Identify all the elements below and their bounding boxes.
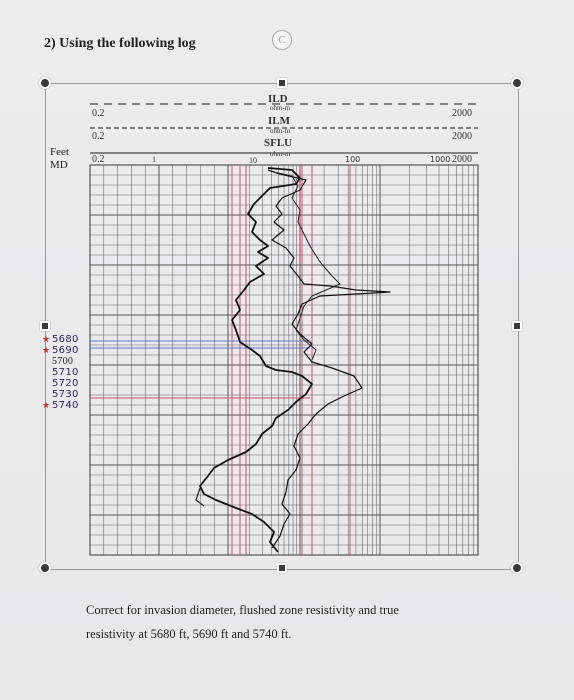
ild-left-scale: 0.2	[92, 108, 105, 119]
ilm-curve-name: ILM	[268, 115, 290, 127]
sflu-unit: ohm-m	[270, 150, 291, 158]
depth-label-5730: 5730	[52, 389, 79, 400]
depth-label-5710: 5710	[52, 367, 79, 378]
ilm-right-scale: 2000	[452, 131, 472, 142]
ild-right-scale: 2000	[452, 108, 472, 119]
star-icon: ★	[42, 334, 51, 344]
ild-curve	[200, 168, 312, 552]
sflu-curve-name: SFLU	[264, 137, 293, 149]
ilm-curve	[268, 170, 390, 548]
depth-label-5680: 5680	[52, 334, 79, 345]
sflu-right-scale: 2000	[452, 154, 472, 165]
ild-curve-name: ILD	[268, 93, 288, 105]
star-icon: ★	[42, 400, 51, 410]
depth-label-5720: 5720	[52, 378, 79, 389]
scale-mark-1000: 1000	[430, 155, 451, 164]
depth-axis-label: Feet MD	[50, 146, 69, 171]
depth-label-5740: 5740	[52, 400, 79, 411]
ild-unit: ohm-m	[270, 104, 291, 112]
question-title: 2) Using the following log	[44, 36, 196, 51]
scale-mark-100: 100	[345, 155, 361, 164]
depth-label-5700: 5700	[52, 356, 74, 367]
copyright-icon: C	[272, 30, 292, 50]
ilm-left-scale: 0.2	[92, 131, 105, 142]
question-text: Correct for invasion diameter, flushed zone resistivity and true resistivity at 5680 ft, 5690 ft and 5740 ft.	[86, 603, 399, 641]
depth-label-5690: 5690	[52, 345, 79, 356]
scale-mark-1: 1	[152, 155, 156, 164]
star-icon: ★	[42, 345, 51, 355]
header-scale-lines	[90, 104, 478, 153]
sflu-left-scale: 0.2	[92, 154, 105, 165]
ilm-unit: ohm-m	[270, 127, 291, 135]
scale-mark-10: 10	[249, 156, 257, 165]
